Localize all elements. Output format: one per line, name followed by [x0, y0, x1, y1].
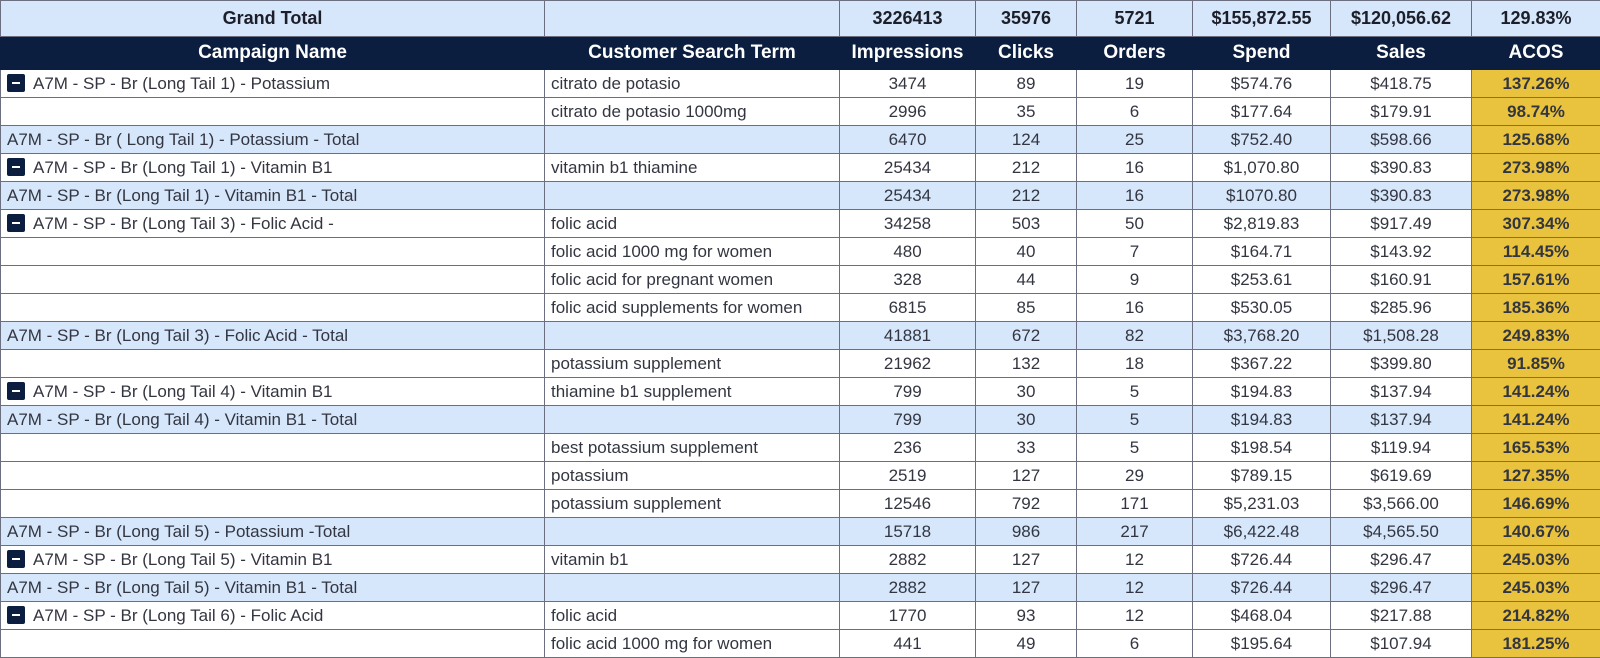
campaign-name-cell[interactable]: [1, 490, 545, 518]
search-term-cell[interactable]: folic acid: [545, 210, 840, 238]
campaign-name-cell[interactable]: [1, 630, 545, 658]
campaign-name-cell[interactable]: [1, 266, 545, 294]
acos-cell[interactable]: 157.61%: [1472, 266, 1600, 294]
sales-cell[interactable]: $285.96: [1331, 294, 1472, 322]
table-row: [1, 602, 1600, 630]
spend-cell[interactable]: $195.64: [1193, 630, 1331, 658]
search-term-cell[interactable]: [545, 518, 840, 546]
sales-cell[interactable]: $399.80: [1331, 350, 1472, 378]
campaign-name-cell[interactable]: [1, 98, 545, 126]
campaign-name-label: A7M - SP - Br (Long Tail 1) - Vitamin B1: [33, 158, 333, 177]
grand-total-label[interactable]: Grand Total: [1, 1, 545, 37]
spend-cell[interactable]: $177.64: [1193, 98, 1331, 126]
orders-cell[interactable]: 19: [1077, 70, 1193, 98]
campaign-total-row: [1, 182, 1600, 210]
orders-cell[interactable]: 7: [1077, 238, 1193, 266]
spend-cell[interactable]: $726.44: [1193, 546, 1331, 574]
acos-cell[interactable]: 273.98%: [1472, 182, 1600, 210]
campaign-name-cell[interactable]: [1, 602, 545, 630]
clicks-cell[interactable]: 792: [976, 490, 1077, 518]
acos-cell[interactable]: 137.26%: [1472, 70, 1600, 98]
table-row: [1, 266, 1600, 294]
table-row: [1, 462, 1600, 490]
column-header-acos[interactable]: ACOS: [1472, 37, 1600, 70]
campaign-name-label: A7M - SP - Br (Long Tail 5) - Vitamin B1: [33, 550, 333, 569]
spend-cell[interactable]: $164.71: [1193, 238, 1331, 266]
spend-cell[interactable]: $367.22: [1193, 350, 1331, 378]
orders-cell[interactable]: 16: [1077, 154, 1193, 182]
spend-cell[interactable]: $3,768.20: [1193, 322, 1331, 350]
clicks-cell[interactable]: 212: [976, 154, 1077, 182]
acos-cell[interactable]: 98.74%: [1472, 98, 1600, 126]
spend-cell[interactable]: $468.04: [1193, 602, 1331, 630]
impressions-cell[interactable]: 21962: [840, 350, 976, 378]
column-header-campaign-name[interactable]: Campaign Name: [1, 37, 545, 70]
column-header-orders[interactable]: Orders: [1077, 37, 1193, 70]
spend-cell[interactable]: $194.83: [1193, 406, 1331, 434]
search-term-cell[interactable]: [545, 574, 840, 602]
sales-cell[interactable]: $119.94: [1331, 434, 1472, 462]
spend-cell[interactable]: $752.40: [1193, 126, 1331, 154]
sales-cell[interactable]: $3,566.00: [1331, 490, 1472, 518]
sales-cell[interactable]: $296.47: [1331, 574, 1472, 602]
collapse-group-icon[interactable]: [7, 550, 25, 568]
search-term-cell[interactable]: vitamin b1: [545, 546, 840, 574]
campaign-name-label: A7M - SP - Br (Long Tail 5) - Vitamin B1 - Total: [7, 578, 357, 597]
sales-cell[interactable]: $1,508.28: [1331, 322, 1472, 350]
campaign-total-label-cell[interactable]: [1, 406, 545, 434]
impressions-cell[interactable]: 2882: [840, 574, 976, 602]
orders-cell[interactable]: 29: [1077, 462, 1193, 490]
clicks-cell[interactable]: 132: [976, 350, 1077, 378]
campaign-total-label-cell[interactable]: [1, 574, 545, 602]
orders-cell[interactable]: 5: [1077, 406, 1193, 434]
orders-cell[interactable]: 171: [1077, 490, 1193, 518]
impressions-cell[interactable]: 25434: [840, 182, 976, 210]
campaign-name-cell[interactable]: [1, 238, 545, 266]
sales-cell[interactable]: $296.47: [1331, 546, 1472, 574]
campaign-name-label: A7M - SP - Br (Long Tail 5) - Potassium -Total: [7, 522, 350, 541]
campaign-total-row: [1, 518, 1600, 546]
clicks-cell[interactable]: 30: [976, 406, 1077, 434]
spend-cell[interactable]: $194.83: [1193, 378, 1331, 406]
clicks-cell[interactable]: 49: [976, 630, 1077, 658]
search-term-cell[interactable]: citrato de potasio 1000mg: [545, 98, 840, 126]
impressions-cell[interactable]: 480: [840, 238, 976, 266]
clicks-cell[interactable]: 127: [976, 546, 1077, 574]
impressions-cell[interactable]: 34258: [840, 210, 976, 238]
sales-cell[interactable]: $107.94: [1331, 630, 1472, 658]
orders-cell[interactable]: 217: [1077, 518, 1193, 546]
table-row: [1, 434, 1600, 462]
search-term-cell[interactable]: folic acid 1000 mg for women: [545, 630, 840, 658]
clicks-cell[interactable]: 503: [976, 210, 1077, 238]
column-header-clicks[interactable]: Clicks: [976, 37, 1077, 70]
acos-cell[interactable]: 214.82%: [1472, 602, 1600, 630]
clicks-cell[interactable]: 986: [976, 518, 1077, 546]
sales-cell[interactable]: $143.92: [1331, 238, 1472, 266]
acos-cell[interactable]: 245.03%: [1472, 574, 1600, 602]
grand-total-acos[interactable]: 129.83%: [1472, 1, 1600, 37]
sales-cell[interactable]: $137.94: [1331, 378, 1472, 406]
orders-cell[interactable]: 18: [1077, 350, 1193, 378]
sales-cell[interactable]: $390.83: [1331, 182, 1472, 210]
sales-cell[interactable]: $598.66: [1331, 126, 1472, 154]
search-term-cell[interactable]: potassium supplement: [545, 490, 840, 518]
spend-cell[interactable]: $2,819.83: [1193, 210, 1331, 238]
campaign-total-label-cell[interactable]: [1, 322, 545, 350]
grand-total-term-empty[interactable]: [545, 1, 840, 37]
sales-cell[interactable]: $619.69: [1331, 462, 1472, 490]
acos-cell[interactable]: 245.03%: [1472, 546, 1600, 574]
clicks-cell[interactable]: 85: [976, 294, 1077, 322]
table-row: [1, 154, 1600, 182]
campaign-total-label-cell[interactable]: [1, 182, 545, 210]
orders-cell[interactable]: 6: [1077, 98, 1193, 126]
clicks-cell[interactable]: 35: [976, 98, 1077, 126]
search-term-cell[interactable]: folic acid for pregnant women: [545, 266, 840, 294]
clicks-cell[interactable]: 40: [976, 238, 1077, 266]
acos-cell[interactable]: 114.45%: [1472, 238, 1600, 266]
spend-cell[interactable]: $1070.80: [1193, 182, 1331, 210]
clicks-cell[interactable]: 89: [976, 70, 1077, 98]
sales-cell[interactable]: $137.94: [1331, 406, 1472, 434]
search-term-cell[interactable]: potassium supplement: [545, 350, 840, 378]
table-row: [1, 350, 1600, 378]
acos-cell[interactable]: 307.34%: [1472, 210, 1600, 238]
table-row: [1, 70, 1600, 98]
campaign-name-cell[interactable]: [1, 546, 545, 574]
table-row: [1, 98, 1600, 126]
sales-cell[interactable]: $217.88: [1331, 602, 1472, 630]
search-term-cell[interactable]: [545, 322, 840, 350]
impressions-cell[interactable]: 236: [840, 434, 976, 462]
orders-cell[interactable]: 16: [1077, 182, 1193, 210]
campaign-total-label-cell[interactable]: [1, 518, 545, 546]
sales-cell[interactable]: $179.91: [1331, 98, 1472, 126]
campaign-name-cell[interactable]: [1, 154, 545, 182]
impressions-cell[interactable]: 2996: [840, 98, 976, 126]
table-row: [1, 294, 1600, 322]
orders-cell[interactable]: 12: [1077, 602, 1193, 630]
campaign-name-cell[interactable]: [1, 210, 545, 238]
search-term-cell[interactable]: folic acid 1000 mg for women: [545, 238, 840, 266]
grand-total-orders[interactable]: 5721: [1077, 1, 1193, 37]
campaign-name-cell[interactable]: [1, 434, 545, 462]
acos-cell[interactable]: 141.24%: [1472, 406, 1600, 434]
orders-cell[interactable]: 5: [1077, 378, 1193, 406]
clicks-cell[interactable]: 93: [976, 602, 1077, 630]
clicks-cell[interactable]: 672: [976, 322, 1077, 350]
spend-cell[interactable]: $5,231.03: [1193, 490, 1331, 518]
orders-cell[interactable]: 25: [1077, 126, 1193, 154]
campaign-total-label-cell[interactable]: [1, 126, 545, 154]
header-row: [1, 37, 1600, 70]
search-term-cell[interactable]: thiamine b1 supplement: [545, 378, 840, 406]
grand-total-row: [1, 1, 1600, 37]
acos-cell[interactable]: 125.68%: [1472, 126, 1600, 154]
sales-cell[interactable]: $917.49: [1331, 210, 1472, 238]
impressions-cell[interactable]: 328: [840, 266, 976, 294]
search-term-cell[interactable]: folic acid supplements for women: [545, 294, 840, 322]
impressions-cell[interactable]: 15718: [840, 518, 976, 546]
impressions-cell[interactable]: 441: [840, 630, 976, 658]
spend-cell[interactable]: $574.76: [1193, 70, 1331, 98]
table-row: [1, 490, 1600, 518]
spend-cell[interactable]: $530.05: [1193, 294, 1331, 322]
orders-cell[interactable]: 82: [1077, 322, 1193, 350]
spend-cell[interactable]: $253.61: [1193, 266, 1331, 294]
collapse-group-icon[interactable]: [7, 382, 25, 400]
orders-cell[interactable]: 6: [1077, 630, 1193, 658]
campaign-name-label: A7M - SP - Br (Long Tail 4) - Vitamin B1 - Total: [7, 410, 357, 429]
spend-cell[interactable]: $726.44: [1193, 574, 1331, 602]
search-term-cell[interactable]: citrato de potasio: [545, 70, 840, 98]
campaign-name-cell[interactable]: [1, 462, 545, 490]
impressions-cell[interactable]: 41881: [840, 322, 976, 350]
acos-cell[interactable]: 249.83%: [1472, 322, 1600, 350]
column-header-sales[interactable]: Sales: [1331, 37, 1472, 70]
sales-cell[interactable]: $160.91: [1331, 266, 1472, 294]
spend-cell[interactable]: $6,422.48: [1193, 518, 1331, 546]
impressions-cell[interactable]: 3474: [840, 70, 976, 98]
orders-cell[interactable]: 9: [1077, 266, 1193, 294]
grand-total-sales[interactable]: $120,056.62: [1331, 1, 1472, 37]
collapse-group-icon[interactable]: [7, 158, 25, 176]
campaign-name-cell[interactable]: [1, 294, 545, 322]
clicks-cell[interactable]: 44: [976, 266, 1077, 294]
acos-cell[interactable]: 127.35%: [1472, 462, 1600, 490]
column-header-impressions[interactable]: Impressions: [840, 37, 976, 70]
collapse-group-icon[interactable]: [7, 606, 25, 624]
campaign-name-label: A7M - SP - Br ( Long Tail 1) - Potassium - Total: [7, 130, 359, 149]
search-term-cell[interactable]: vitamin b1 thiamine: [545, 154, 840, 182]
campaign-name-cell[interactable]: [1, 70, 545, 98]
campaign-total-row: [1, 574, 1600, 602]
campaign-total-row: [1, 322, 1600, 350]
sales-cell[interactable]: $4,565.50: [1331, 518, 1472, 546]
orders-cell[interactable]: 50: [1077, 210, 1193, 238]
campaign-name-cell[interactable]: [1, 350, 545, 378]
orders-cell[interactable]: 5: [1077, 434, 1193, 462]
clicks-cell[interactable]: 212: [976, 182, 1077, 210]
campaign-name-label: A7M - SP - Br (Long Tail 3) - Folic Acid -: [33, 214, 334, 233]
campaign-name-label: A7M - SP - Br (Long Tail 6) - Folic Acid: [33, 606, 323, 625]
collapse-group-icon[interactable]: [7, 74, 25, 92]
impressions-cell[interactable]: 799: [840, 406, 976, 434]
spend-cell[interactable]: $198.54: [1193, 434, 1331, 462]
acos-cell[interactable]: 185.36%: [1472, 294, 1600, 322]
impressions-cell[interactable]: 2882: [840, 546, 976, 574]
impressions-cell[interactable]: 6815: [840, 294, 976, 322]
column-header-search-term[interactable]: Customer Search Term: [545, 37, 840, 70]
impressions-cell[interactable]: 25434: [840, 154, 976, 182]
column-header-spend[interactable]: Spend: [1193, 37, 1331, 70]
acos-cell[interactable]: 181.25%: [1472, 630, 1600, 658]
search-term-cell[interactable]: potassium: [545, 462, 840, 490]
search-term-cell[interactable]: [545, 182, 840, 210]
acos-cell[interactable]: 91.85%: [1472, 350, 1600, 378]
acos-cell[interactable]: 273.98%: [1472, 154, 1600, 182]
orders-cell[interactable]: 16: [1077, 294, 1193, 322]
acos-cell[interactable]: 141.24%: [1472, 378, 1600, 406]
spend-cell[interactable]: $1,070.80: [1193, 154, 1331, 182]
impressions-cell[interactable]: 12546: [840, 490, 976, 518]
table-row: [1, 238, 1600, 266]
table-row: [1, 630, 1600, 658]
campaign-name-label: A7M - SP - Br (Long Tail 1) - Vitamin B1 - Total: [7, 186, 357, 205]
impressions-cell[interactable]: 6470: [840, 126, 976, 154]
spend-cell[interactable]: $789.15: [1193, 462, 1331, 490]
campaign-total-row: [1, 406, 1600, 434]
clicks-cell[interactable]: 127: [976, 574, 1077, 602]
campaign-total-row: [1, 126, 1600, 154]
campaign-name-label: A7M - SP - Br (Long Tail 4) - Vitamin B1: [33, 382, 333, 401]
search-term-cell[interactable]: [545, 126, 840, 154]
clicks-cell[interactable]: 33: [976, 434, 1077, 462]
acos-cell[interactable]: 140.67%: [1472, 518, 1600, 546]
clicks-cell[interactable]: 30: [976, 378, 1077, 406]
orders-cell[interactable]: 12: [1077, 574, 1193, 602]
sales-cell[interactable]: $390.83: [1331, 154, 1472, 182]
impressions-cell[interactable]: 799: [840, 378, 976, 406]
campaign-name-cell[interactable]: [1, 378, 545, 406]
impressions-cell[interactable]: 1770: [840, 602, 976, 630]
table-row: [1, 378, 1600, 406]
sales-cell[interactable]: $418.75: [1331, 70, 1472, 98]
collapse-group-icon[interactable]: [7, 214, 25, 232]
search-term-cell[interactable]: [545, 406, 840, 434]
campaign-name-label: A7M - SP - Br (Long Tail 3) - Folic Acid - Total: [7, 326, 348, 345]
clicks-cell[interactable]: 127: [976, 462, 1077, 490]
grand-total-impressions[interactable]: 3226413: [840, 1, 976, 37]
acos-cell[interactable]: 165.53%: [1472, 434, 1600, 462]
table-row: [1, 546, 1600, 574]
grand-total-clicks[interactable]: 35976: [976, 1, 1077, 37]
search-term-cell[interactable]: folic acid: [545, 602, 840, 630]
orders-cell[interactable]: 12: [1077, 546, 1193, 574]
table-row: [1, 210, 1600, 238]
grand-total-spend[interactable]: $155,872.55: [1193, 1, 1331, 37]
campaign-name-label: A7M - SP - Br (Long Tail 1) - Potassium: [33, 74, 330, 93]
search-term-cell[interactable]: best potassium supplement: [545, 434, 840, 462]
clicks-cell[interactable]: 124: [976, 126, 1077, 154]
acos-cell[interactable]: 146.69%: [1472, 490, 1600, 518]
impressions-cell[interactable]: 2519: [840, 462, 976, 490]
